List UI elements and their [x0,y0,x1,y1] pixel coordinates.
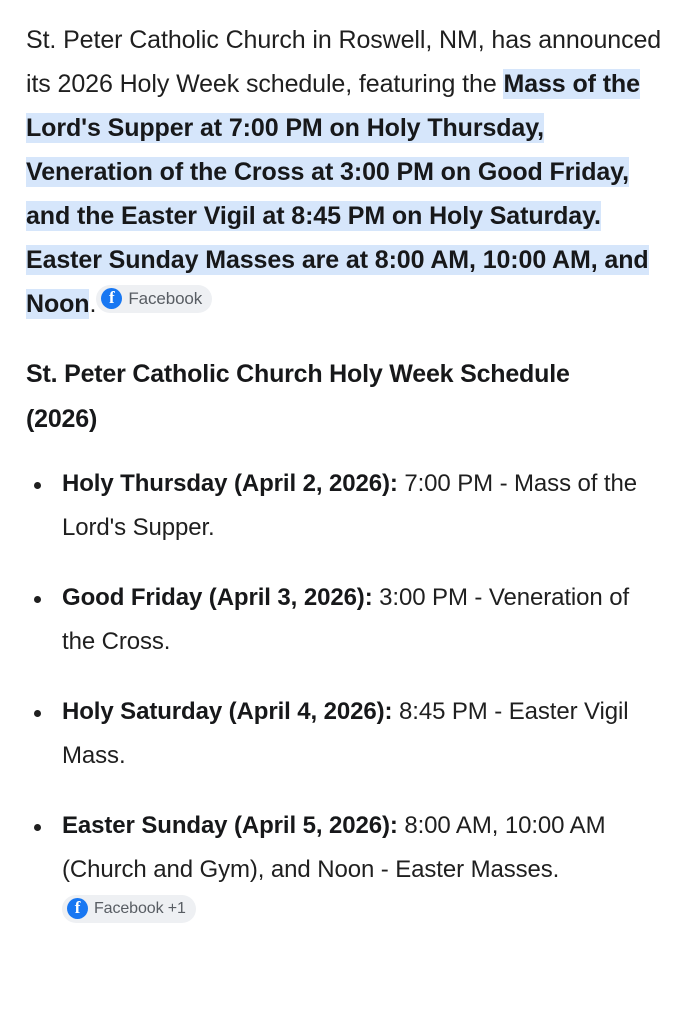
list-item-label: Holy Saturday (April 4, 2026): [62,698,393,725]
list-item-text: 8:45 PM - Easter Vigil Mass. [62,698,629,769]
list-item [26,804,663,936]
summary-tail-text: . [89,290,97,318]
list-item [26,576,663,664]
source-chip-label: Facebook +1 [94,899,186,917]
summary-highlighted-text: Mass of the Lord's Supper at 7:00 PM on Holy Thursday, Veneration of the Cross at 3:00 PM on Good Friday, and the Easter Vigil at 8:45 PM on Holy Saturday. Easter Sunday Masses are at 8:00 AM, 10:00 AM, and Noon [26,70,649,318]
schedule-list [26,462,663,936]
source-chip-facebook-plus-one[interactable] [62,895,196,923]
list-item-text: 3:00 PM - Veneration of the Cross. [62,584,630,655]
list-item-label: Holy Thursday (April 2, 2026): [62,470,398,497]
list-item [26,462,663,550]
list-item [26,690,663,778]
source-chip-label: Facebook [128,288,203,308]
facebook-icon [101,288,122,309]
list-item-label: Good Friday (April 3, 2026): [62,584,373,611]
list-item-label: Easter Sunday (April 5, 2026): [62,812,398,839]
list-item-text: 8:00 AM, 10:00 AM (Church and Gym), and Noon - Easter Masses. [62,812,606,883]
facebook-icon [67,898,88,919]
summary-lead-text: St. Peter Catholic Church in Roswell, NM, has announced its 2026 Holy Week schedule, featuring the [26,26,662,98]
list-item-text: 7:00 PM - Mass of the Lord's Supper. [62,470,637,541]
page-title: St. Peter Catholic Church Holy Week Schedule (2026) [26,360,570,433]
summary-paragraph [26,18,663,326]
source-chip-facebook[interactable] [96,285,212,313]
